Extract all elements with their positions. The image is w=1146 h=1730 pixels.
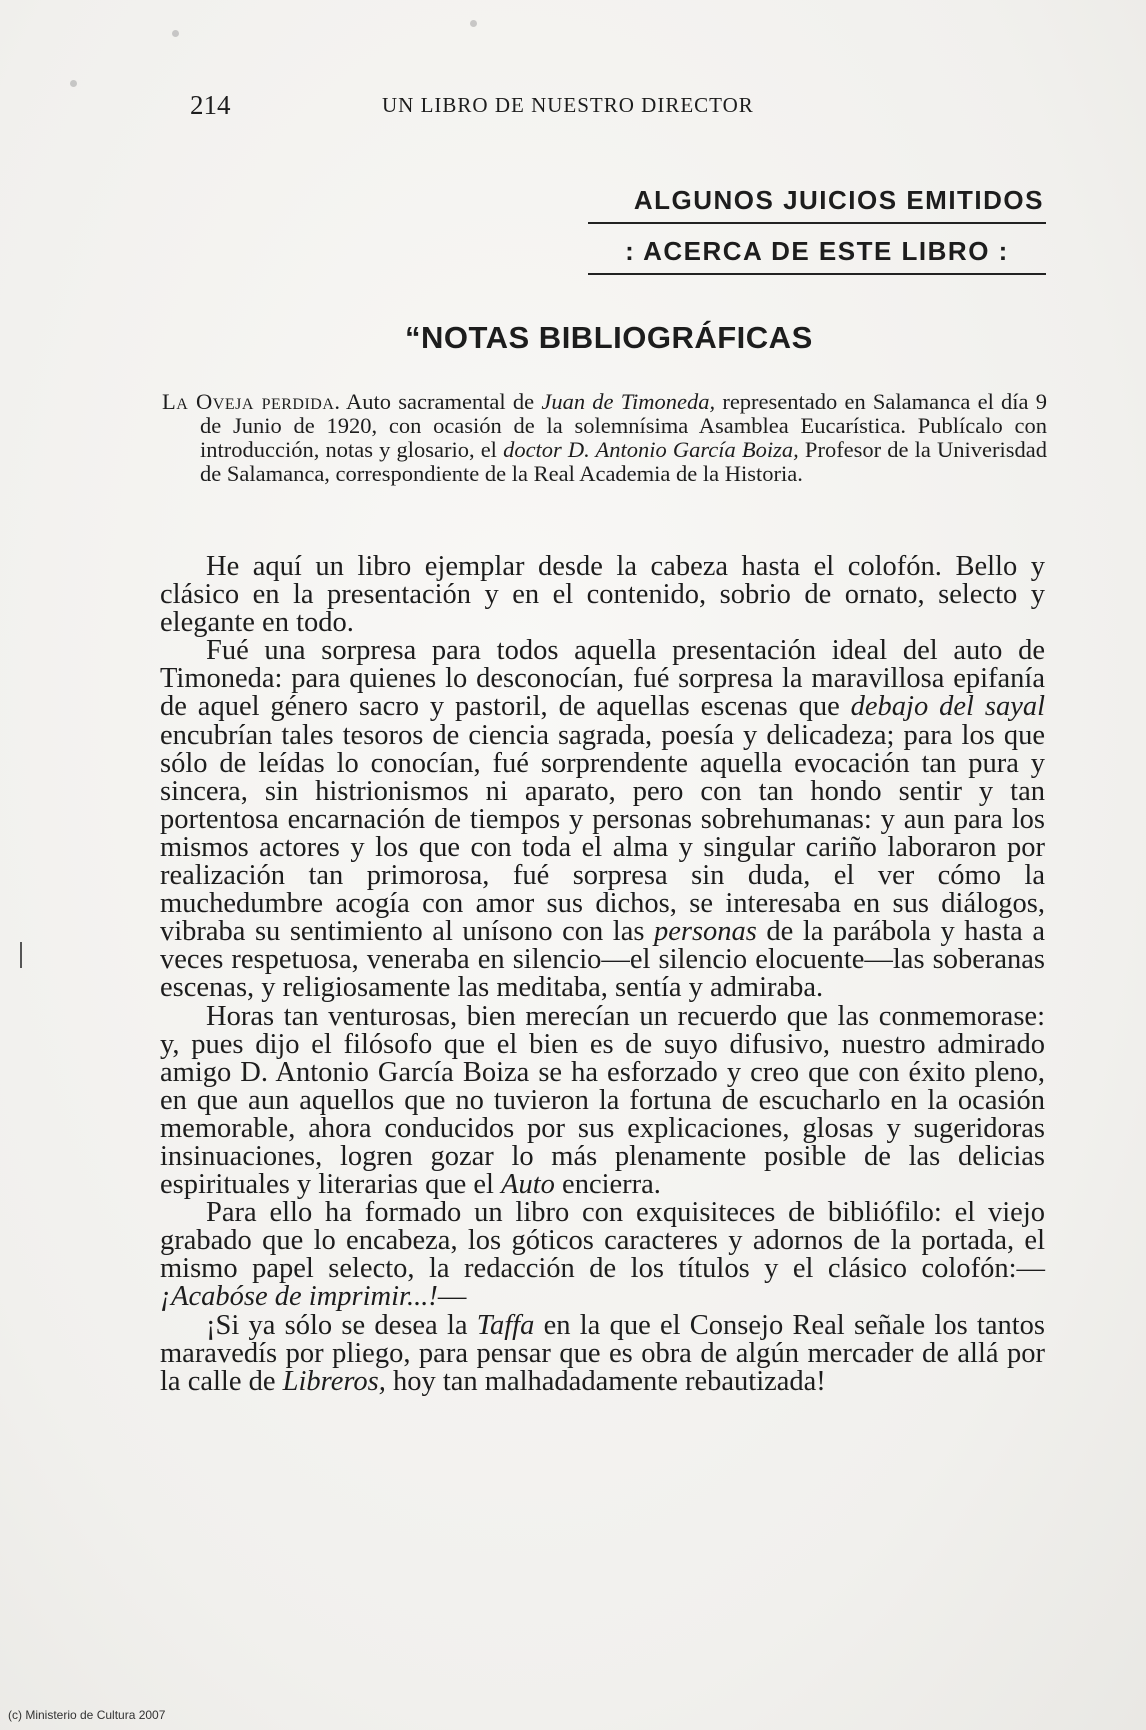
section-heading-line2: : ACERCA DE ESTE LIBRO : [588,236,1046,275]
paragraph-text: Para ello ha formado un libro con exquisiteces de bibliófilo: el viejo grabado que lo encabeza, los góticos caracteres y adornos de la portada, el mismo papel selecto, la redacción de los títulos y el clásico colofón:— [160,1197,1045,1285]
paragraph-text: Horas tan venturosas, bien merecían un recuerdo que las conmemorase: y, pues dijo el filósofo que el bien es de suyo difusivo, nuestro admirado amigo D. Antonio García Boiza se ha esforzado y creo que con éxito pleno, en que aun aquellos que no tuvieron la fortuna de escucharlo en la ocasión memorable, ahora conducidos por sus explicaciones, glosas y sugeridoras insinuaciones, logren gozar lo más plenamente posible de las delicias espirituales y literarias que el [160,1000,1045,1201]
paragraph-text: He aquí un libro ejemplar desde la cabeza hasta el colofón. Bello y clásico en la presentación y en el contenido, sobrio de ornato, selecto y elegante en todo. [160,551,1045,639]
scan-speck [470,20,477,27]
citation-text: representado en Salamanca el día 9 de Junio de 1920, con ocasión de la solemnísima Asamblea Eucarística. Publícalo con introducción, notas y glosario, el [200,389,1047,462]
paragraph-text: Fué una sorpresa para todos aquella presentación ideal del auto de Timoneda: para quienes lo desconocían, fué sorpresa la maravillosa epifanía de aquel género sacro y pastoril, de aquellas escenas que [160,635,1045,723]
running-title: UN LIBRO DE NUESTRO DIRECTOR [382,93,754,117]
italic-text: Libreros, [282,1365,386,1397]
citation-text: . Auto sacramental de [334,389,542,414]
paragraph [160,553,1045,637]
section-heading-line1: ALGUNOS JUICIOS EMITIDOS [588,185,1046,224]
citation-text: Profesor de la Univerisdad de Salamanca, correspondiente de la Real Academia de la Historia. [200,437,1047,486]
bibliographic-citation [162,390,1047,486]
section-heading [588,185,1046,275]
running-head [190,90,1050,122]
notas-title: “NOTAS BIBLIOGRÁFICAS [405,320,813,355]
paragraph-text: ¡Si ya sólo se desea la [206,1309,477,1341]
italic-text: ¡Acabóse de imprimir...! [160,1281,438,1313]
paragraph [160,1199,1045,1311]
paragraph [160,637,1045,1002]
paragraph-text: encierra. [554,1169,661,1201]
citation-title: La Oveja perdida [162,389,335,414]
italic-text: debajo del sayal [850,691,1046,723]
paragraph [160,1000,1045,1201]
scan-speck [70,80,77,87]
scan-speck [172,30,179,37]
paragraph-text: — [437,1281,467,1313]
review-body [160,553,1045,1396]
paragraph-text: hoy tan malhadadamente rebautizada! [385,1365,826,1397]
paragraph-text: en la que el Consejo Real señale los tantos maravedís por pliego, para pensar que es obra de algún mercader de allá por la calle de [160,1309,1045,1397]
copyright-credit: (c) Ministerio de Cultura 2007 [8,1708,166,1722]
paragraph [160,1309,1045,1397]
margin-mark [20,942,22,968]
citation-author: Juan de Timoneda, [541,389,716,414]
italic-text: Auto [501,1169,555,1201]
paragraph-text: encubrían tales tesoros de ciencia sagrada, poesía y delicadeza; para los que sólo de leídas lo conocían, fué sorprendente aquella evocación tan pura y sincera, sin histrionismos ni aparato, pero con tan hondo sentir y tan portentosa encarnación de tiempos y personas sobrehumanas: y aun para los mismos actores y los que con toda el alma y singular cariño laboraron por realización tan primorosa, fué sorpresa sin duda, el ver cómo la muchedumbre acogía con amor sus dichos, se interesaba en sus diálogos, vibraba su sentimiento al unísono con las [160,719,1045,948]
page-number: 214 [190,90,231,120]
italic-text: personas [653,916,757,948]
italic-text: Taffa [476,1309,535,1341]
paragraph-text: de la parábola y hasta a veces respetuosa, veneraba en silencio—el silencio elocuente—las soberanas escenas, y religiosamente las meditaba, sentía y admiraba. [160,916,1045,1004]
citation-editor: doctor D. Antonio García Boiza, [503,437,799,462]
